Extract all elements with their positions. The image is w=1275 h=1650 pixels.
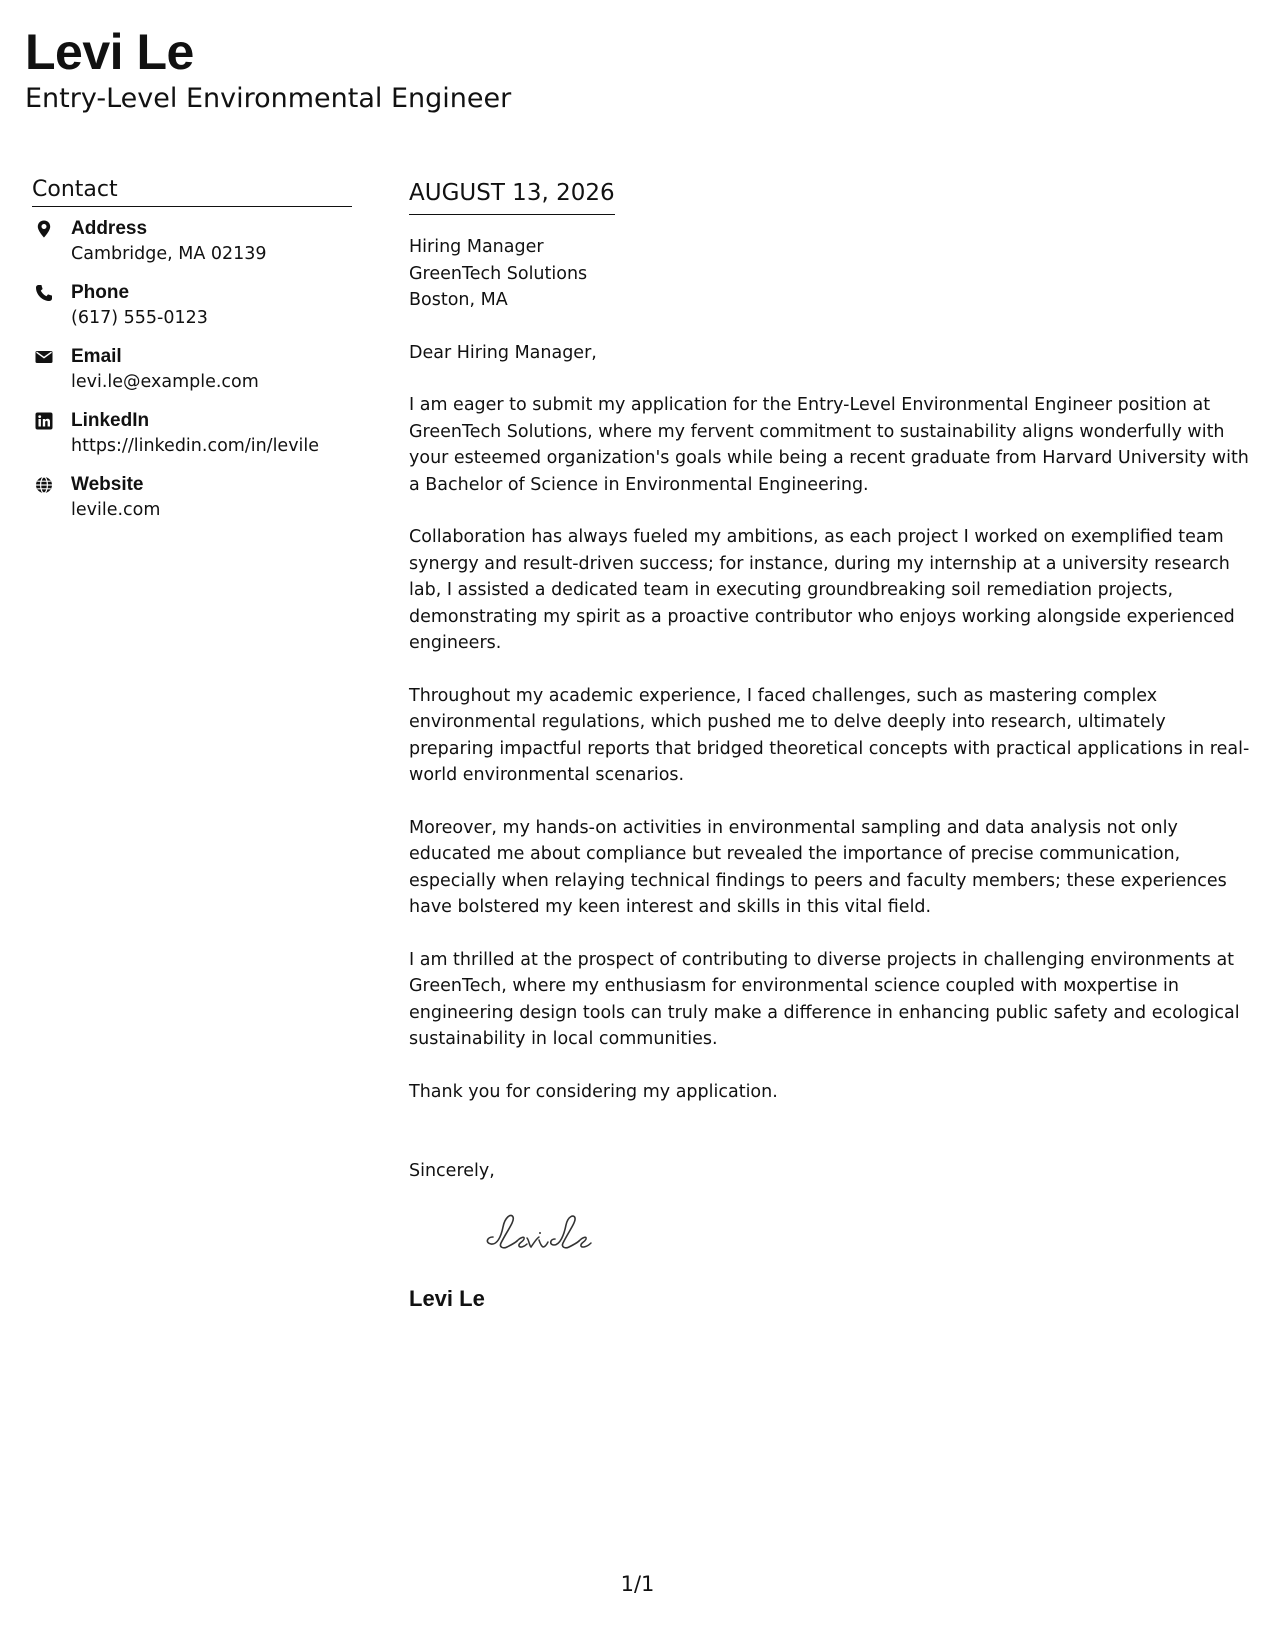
globe-icon — [35, 476, 53, 494]
recipient-name: Hiring Manager — [409, 237, 544, 257]
phone-icon — [35, 284, 53, 302]
contact-label: Email — [71, 346, 122, 367]
recipient-location: Boston, MA — [409, 290, 508, 310]
contact-heading: Contact — [32, 175, 352, 207]
page-number: 1/1 — [620, 1572, 655, 1596]
email-value[interactable]: levi.le@example.com — [71, 372, 259, 392]
address-value: Cambridge, MA 02139 — [71, 244, 267, 264]
contact-item-phone — [32, 281, 352, 344]
envelope-icon — [35, 348, 53, 366]
paragraph: I am eager to submit my application for the Entry-Level Environmental Engineer position at GreenTech Solutions, where my fervent commitment to sustainability aligns wonderfully with your esteemed organization's goals while being a recent graduate from Harvard University with a Bachelor of Science in Environmental Engineering. — [409, 395, 1249, 495]
website-link[interactable]: levile.com — [71, 500, 161, 520]
recipient-company: GreenTech Solutions — [409, 263, 588, 284]
recipient-block — [409, 234, 1251, 314]
contact-item-website — [32, 473, 352, 536]
applicant-name: Levi Le — [25, 24, 194, 80]
letter-body — [409, 178, 1251, 1313]
letter-date: AUGUST 13, 2026 — [409, 178, 615, 215]
linkedin-icon — [35, 412, 53, 430]
contact-item-address — [32, 217, 352, 280]
paragraph: Collaboration has always fueled my ambitions, as each project I worked on exemplified team synergy and result-driven success; for instance, during my internship at a university research lab, I assisted a dedicated team in executing groundbreaking soil remediation projects, demonstrating my spirit as a proactive contributor who enjoys working alongside experienced engineers. — [409, 527, 1235, 653]
contact-label: Website — [71, 474, 144, 495]
map-pin-icon — [35, 220, 53, 238]
contact-label: LinkedIn — [71, 410, 150, 431]
contact-item-email — [32, 345, 352, 408]
paragraph: Throughout my academic experience, I faced challenges, such as mastering complex environmental regulations, which pushed me to delve deeply into research, ultimately preparing impactful reports that bridged theoretical concepts with practical applications in real-world environmental scenarios. — [409, 685, 1250, 785]
contact-sidebar — [32, 175, 352, 536]
paragraph: I am thrilled at the prospect of contributing to diverse projects in challenging environments at GreenTech, where my enthusiasm for environmental science coupled with мoxpertise in engineering design tools can truly make a difference in enhancing public safety and ecological sustainability in local communities. — [409, 949, 1240, 1049]
salutation: Dear Hiring Manager, — [409, 342, 597, 363]
signer-name: Levi Le — [409, 1285, 485, 1311]
paragraph: Thank you for considering my application. — [409, 1081, 778, 1102]
contact-item-linkedin — [32, 409, 352, 472]
handwritten-signature — [481, 1207, 1251, 1265]
paragraph: Moreover, my hands-on activities in environmental sampling and data analysis not only educated me about compliance but revealed the importance of precise communication, especially when relaying technical findings to peers and faculty members; these experiences have bolstered my keen interest and skills in this vital field. — [409, 817, 1227, 917]
phone-value: (617) 555-0123 — [71, 308, 208, 328]
job-title: Entry-Level Environmental Engineer — [25, 83, 512, 114]
linkedin-link[interactable]: https://linkedin.com/in/levile — [71, 436, 320, 456]
closing: Sincerely, — [409, 1161, 495, 1181]
contact-label: Address — [71, 218, 148, 239]
contact-label: Phone — [71, 282, 130, 303]
